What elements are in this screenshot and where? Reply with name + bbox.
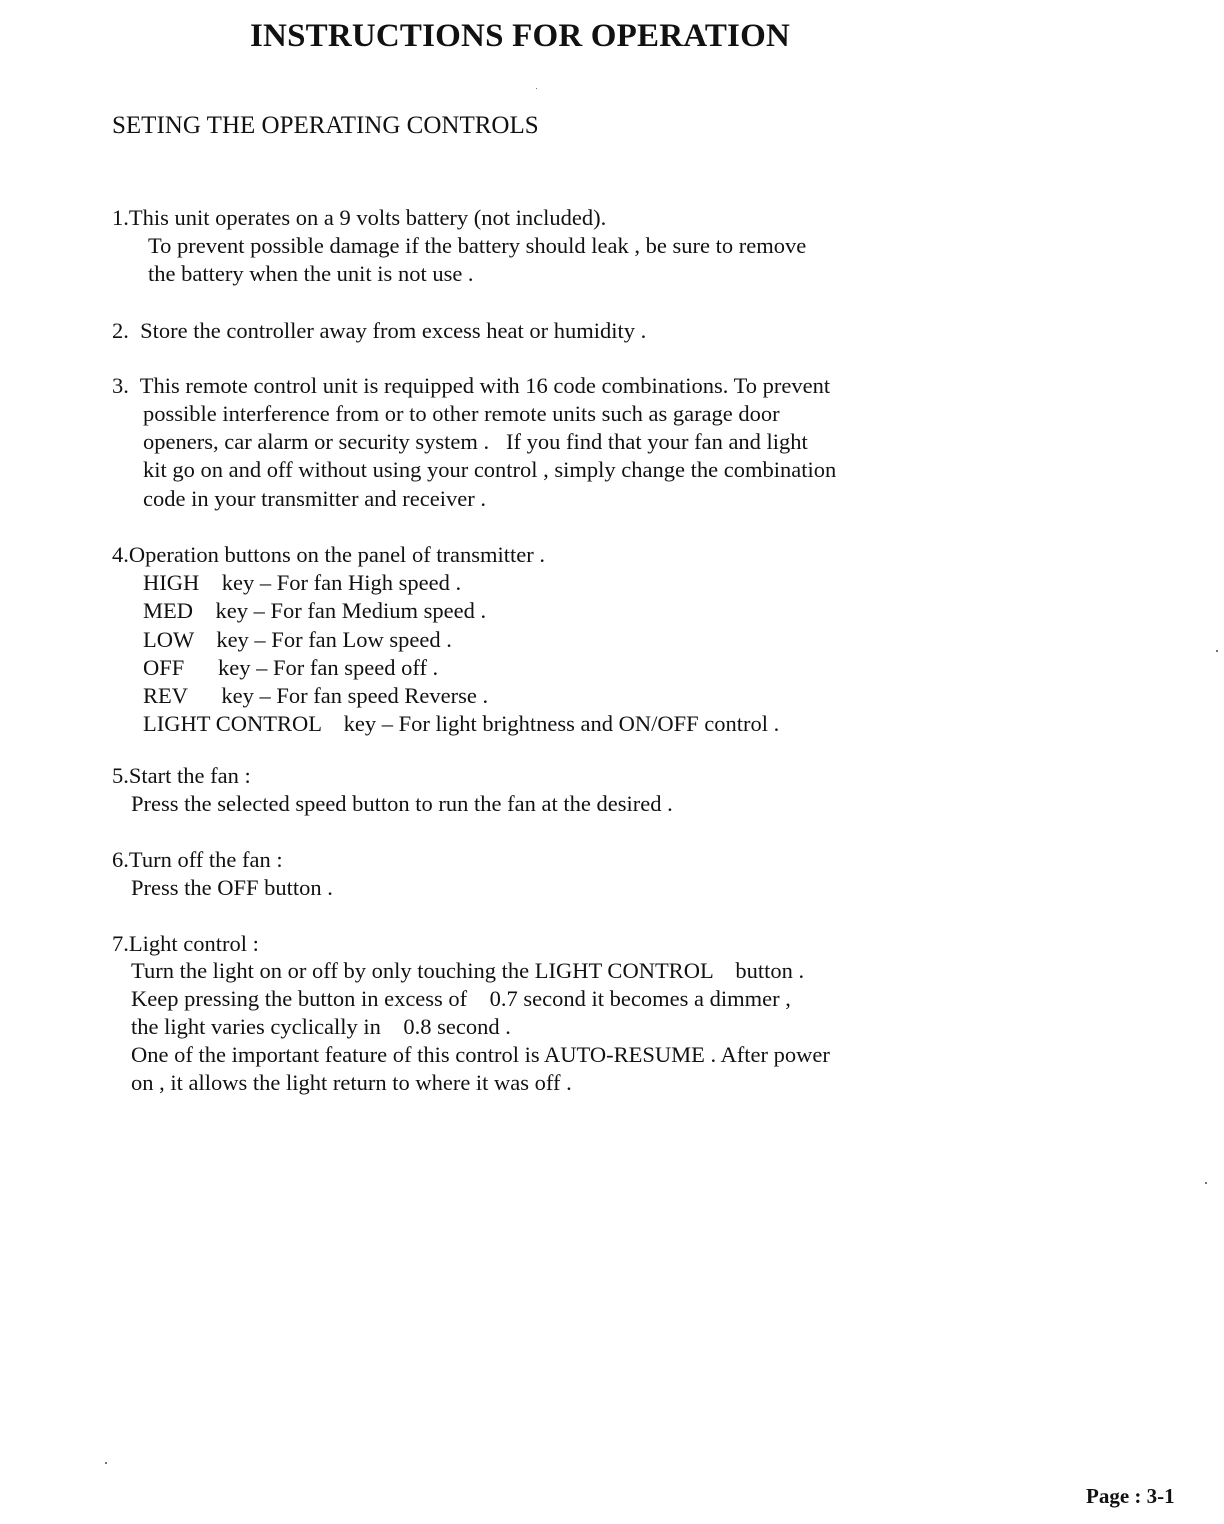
page-title: INSTRUCTIONS FOR OPERATION — [250, 18, 790, 54]
item-4-key-light-control: LIGHT CONTROL key – For light brightness and ON/OFF control . — [143, 711, 780, 736]
item-6-line-2: Press the OFF button . — [131, 875, 333, 900]
item-3-line-2: possible interference from or to other remote units such as garage door — [143, 401, 780, 426]
item-1-line-3: the battery when the unit is not use . — [148, 261, 474, 286]
item-5-line-2: Press the selected speed button to run the fan at the desired . — [131, 791, 673, 816]
item-3-line-5: code in your transmitter and receiver . — [143, 486, 486, 511]
item-4-key-rev: REV key – For fan speed Reverse . — [143, 683, 489, 708]
page-number: Page : 3-1 — [1086, 1484, 1175, 1508]
item-5-line-1: 5.Start the fan : — [112, 763, 251, 788]
item-7-line-4: the light varies cyclically in 0.8 second . — [131, 1014, 511, 1039]
item-2-line-1: 2. Store the controller away from excess heat or humidity . — [112, 318, 647, 343]
item-4-key-low: LOW key – For fan Low speed . — [143, 627, 452, 652]
item-4-line-1: 4.Operation buttons on the panel of transmitter . — [112, 542, 546, 567]
scan-speck — [1216, 650, 1218, 652]
item-7-line-6: on , it allows the light return to where it was off . — [131, 1070, 572, 1095]
item-4-key-high: HIGH key – For fan High speed . — [143, 570, 462, 595]
scan-speck — [1205, 1182, 1207, 1184]
item-7-line-2: Turn the light on or off by only touching the LIGHT CONTROL button . — [131, 958, 805, 983]
scan-speck — [105, 1462, 107, 1464]
item-7-line-5: One of the important feature of this control is AUTO-RESUME . After power — [131, 1042, 830, 1067]
item-4-key-off: OFF key – For fan speed off . — [143, 655, 439, 680]
section-heading: SETING THE OPERATING CONTROLS — [112, 112, 539, 139]
item-1-line-2: To prevent possible damage if the battery should leak , be sure to remove — [148, 233, 807, 258]
item-1-line-1: 1.This unit operates on a 9 volts battery (not included). — [112, 205, 607, 230]
item-3-line-4: kit go on and off without using your control , simply change the combination — [143, 457, 837, 482]
item-7-line-3: Keep pressing the button in excess of 0.7 second it becomes a dimmer , — [131, 986, 791, 1011]
item-4-key-med: MED key – For fan Medium speed . — [143, 598, 487, 623]
item-6-line-1: 6.Turn off the fan : — [112, 847, 283, 872]
item-7-line-1: 7.Light control : — [112, 931, 259, 956]
item-3-line-1: 3. This remote control unit is requipped with 16 code combinations. To prevent — [112, 373, 831, 398]
item-3-line-3: openers, car alarm or security system . If you find that your fan and light — [143, 429, 808, 454]
scan-speck — [536, 88, 537, 89]
